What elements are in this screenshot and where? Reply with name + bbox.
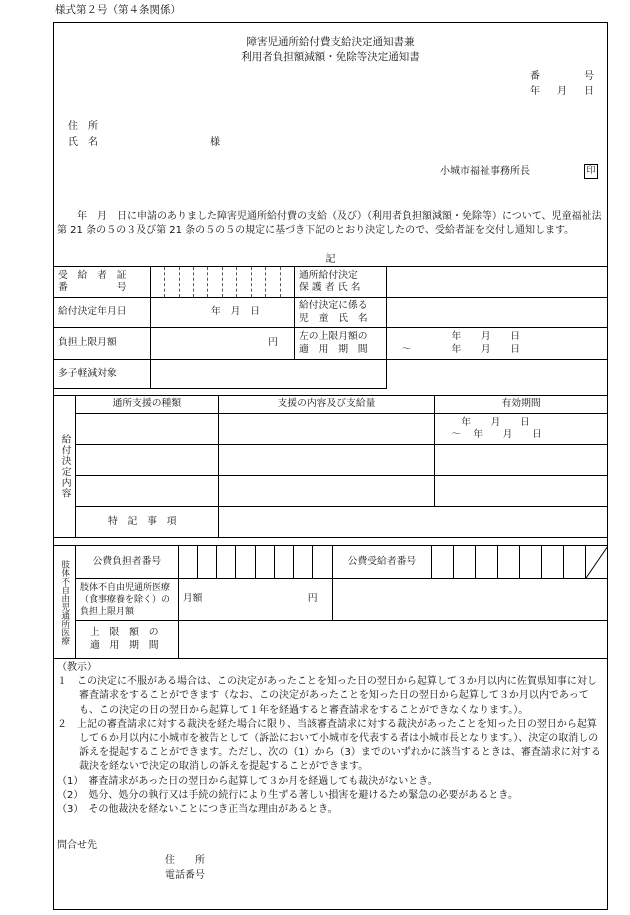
instruction-2-2: （2） 処分、処分の執行又は手続の続行により生ずる著しい損害を避けるため緊急の必要があるとき。 <box>57 789 518 801</box>
instructions <box>57 661 605 817</box>
notice-body: 年 月 日に申請のありました障害児通所給付費の支給（及び）（利用者負担額減額・免除等）について、児童福祉法第 21 条の５の３及び第 21 条の５の５の規定に基づき下記のとおり決定したので、受給者証を交付し通知します。 <box>57 211 602 236</box>
recipient-number-label: 公費受給者番号 <box>332 546 432 579</box>
benefit-side-label: 給付決定内容 <box>54 396 76 538</box>
instruction-2: ２ 上記の審査請求に対する裁決を経た場合に限り、当該審査請求に対する裁決があったことを知った日の翌日から起算して６か月以内に小城市を被告として（訴訟において小城市を代表する者は小城市長となります。）、決定の取消しの訴えを提起することができます。ただし、次の（1）から（3）までのいずれかに該当するときは、審査請求に対する裁決を経ないで決定の取消しの訴えを提起することができます。 <box>57 718 601 773</box>
valid-period-cell <box>435 445 608 476</box>
cap-monthly-label: 負担上限月額 <box>54 328 151 360</box>
multi-child-value <box>150 360 387 389</box>
period-value: 年 月 日 ～ 年 月 日 <box>387 328 608 360</box>
period-label: 左の上限月額の 適 用 期 間 <box>295 328 387 360</box>
valid-period-cell: 年 月 日 ～ 年 月 日 <box>435 414 608 445</box>
form-label: 様式第２号（第４条関係） <box>55 4 181 16</box>
col-valid-period: 有効期間 <box>435 396 608 414</box>
multi-child-diagonal <box>387 360 608 389</box>
payer-number-label: 公費負担者番号 <box>75 546 178 579</box>
seal-box: 印 <box>584 164 598 179</box>
name-label: 氏 名 <box>68 137 98 148</box>
issuer-name: 小城市福祉事務所長 <box>440 166 530 177</box>
document-number-date <box>530 71 594 98</box>
number-suffix: 号 <box>584 71 594 82</box>
instruction-1: １ この決定に不服がある場合は、この決定があったことを知った日の翌日から起算して３か月以内に佐賀県知事に対し審査請求をすることができます（なお、この決定があったことを知った日の翌日から起算して３か月以内であっても、この決定の日の翌日から起算して１年を経過すると審査請求をすることができなくなります。）。 <box>57 676 597 716</box>
recipient-info-table <box>53 266 608 389</box>
special-notes-label: 特 記 事 項 <box>75 507 218 538</box>
document-title-line1: 障害児通所給付費支給決定通知書兼 <box>246 36 415 48</box>
guardian-name-value <box>387 267 608 298</box>
guardian-name-label: 通所給付決定 保 護 者 氏 名 <box>295 267 387 298</box>
honorific: 様 <box>210 137 220 148</box>
document-title-line2: 利用者負担額減額・免除等決定通知書 <box>241 51 420 63</box>
benefit-content-table <box>53 395 608 538</box>
service-content-cell <box>218 414 434 445</box>
contact-block <box>57 838 205 883</box>
medical-cap-value: 月額 円 <box>178 579 332 621</box>
instruction-2-1: （1） 審査請求があった日の翌日から起算して３か月を経過しても裁決がないとき。 <box>57 775 438 787</box>
col-service-type: 通所支援の種類 <box>75 396 218 414</box>
valid-period-cell <box>435 476 608 507</box>
decision-date-value: 年 月 日 <box>150 298 294 328</box>
service-type-cell <box>75 476 218 507</box>
medical-period-label: 上 限 額 の 適 用 期 間 <box>75 621 178 659</box>
service-content-cell <box>218 476 434 507</box>
medical-table <box>53 545 608 659</box>
col-service-content: 支援の内容及び支給量 <box>218 396 434 414</box>
child-name-value <box>387 298 608 328</box>
medical-side-label: 肢体不自由児通所医療 <box>54 546 76 659</box>
number-label: 番 <box>530 71 540 82</box>
contact-phone-label: 電話番号 <box>165 870 205 881</box>
contact-address-label: 住 所 <box>165 855 205 866</box>
date-month: 月 <box>557 85 567 97</box>
cert-number-cells <box>150 267 294 298</box>
special-notes-value <box>218 507 607 538</box>
service-type-cell <box>75 445 218 476</box>
date-year: 年 <box>530 85 540 97</box>
instructions-heading: （教示） <box>57 662 97 673</box>
multi-child-label: 多子軽減対象 <box>54 360 151 389</box>
payer-number-cells <box>178 546 332 579</box>
cert-number-label: 受 給 者 証 番 号 <box>54 267 151 298</box>
service-type-cell <box>75 414 218 445</box>
contact-heading: 問合せ先 <box>57 840 97 851</box>
medical-cap-blank <box>332 579 607 621</box>
cap-monthly-unit: 円 <box>150 328 294 360</box>
service-content-cell <box>218 445 434 476</box>
medical-cap-label: 肢体不自由児通所医療（食事療養を除く）の負担上限月額 <box>75 579 178 621</box>
address-label: 住 所 <box>68 121 98 132</box>
recipient-number-cells <box>432 546 608 579</box>
medical-period-value <box>178 621 607 659</box>
decision-date-label: 給付決定年月日 <box>54 298 151 328</box>
ki-heading: 記 <box>325 254 336 265</box>
date-day: 日 <box>584 85 594 97</box>
child-name-label: 給付決定に係る 児 童 氏 名 <box>295 298 387 328</box>
instruction-2-3: （3） その他裁決を経ないことにつき正当な理由があるとき。 <box>57 804 338 816</box>
